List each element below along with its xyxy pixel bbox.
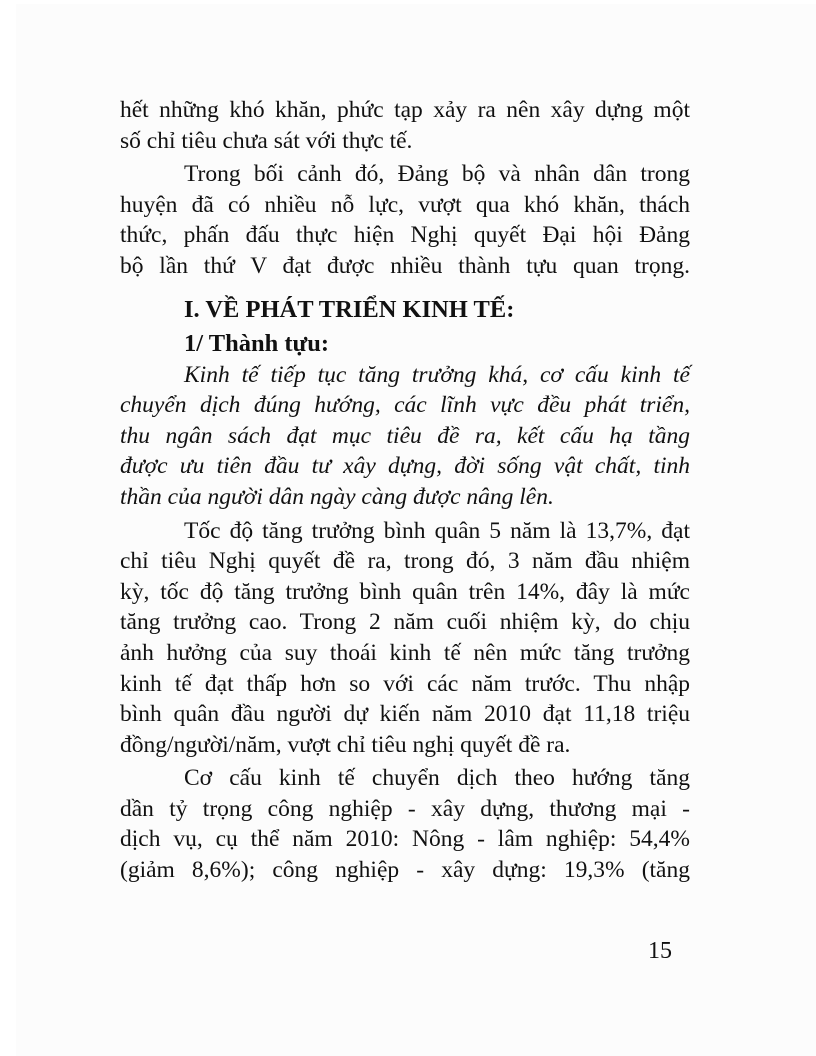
text-line: Trong bối cảnh đó, Đảng bộ và nhân dân trong [184,161,690,188]
section-heading: I. VỀ PHÁT TRIỂN KINH TẾ: [184,295,515,323]
text-line: Tốc độ tăng trưởng bình quân 5 năm là 13,7%, đạt [184,517,690,544]
text-line: (giảm 8,6%); công nghiệp - xây dựng: 19,3% (tăng [120,857,690,884]
document-body [120,95,690,886]
paragraph-continued [120,95,690,156]
text-line: ảnh hưởng của suy thoái kinh tế nên mức tăng trưởng [120,639,690,666]
text-line: đồng/người/năm, vượt chỉ tiêu nghị quyết đề ra. [120,731,571,758]
text-line: huyện đã có nhiều nỗ lực, vượt qua khó khăn, thách [120,191,690,218]
text-line: bình quân đầu người dự kiến năm 2010 đạt 11,18 triệu [120,701,690,728]
text-line: được ưu tiên đầu tư xây dựng, đời sống vật chất, tinh [120,453,690,480]
text-line: kinh tế đạt thấp hơn so với các năm trước. Thu nhập [120,670,690,697]
subsection-heading: 1/ Thành tựu: [184,329,329,357]
text-line: tăng trưởng cao. Trong 2 năm cuối nhiệm kỳ, do chịu [120,609,690,636]
text-line: thần của người dân ngày càng được nâng lên. [120,483,554,510]
text-line: chỉ tiêu Nghị quyết đề ra, trong đó, 3 năm đầu nhiệm [120,548,690,575]
paragraph-economic-structure [120,763,690,885]
text-line: thu ngân sách đạt mục tiêu đề ra, kết cấu hạ tầng [120,422,690,449]
text-line: bộ lần thứ V đạt được nhiều thành tựu quan trọng. [120,252,690,279]
paragraph-growth-rate [120,516,690,761]
text-line: số chỉ tiêu chưa sát với thực tế. [120,127,413,154]
page-number: 15 [648,938,672,964]
text-line: Kinh tế tiếp tục tăng trưởng khá, cơ cấu kinh tế [184,361,690,388]
text-line: hết những khó khăn, phức tạp xảy ra nên xây dựng một [120,97,690,123]
text-line: thức, phấn đấu thực hiện Nghị quyết Đại hội Đảng [120,222,690,249]
text-line: dịch vụ, cụ thể năm 2010: Nông - lâm nghiệp: 54,4% [120,826,690,853]
paragraph-context [120,159,690,281]
text-line: chuyển dịch đúng hướng, các lĩnh vực đều phát triển, [120,392,690,419]
text-line: kỳ, tốc độ tăng trưởng bình quân trên 14%, đây là mức [120,578,690,605]
text-line: Cơ cấu kinh tế chuyển dịch theo hướng tăng [184,765,690,792]
text-line: dần tỷ trọng công nghiệp - xây dựng, thương mại - [120,795,690,822]
paragraph-summary [120,360,690,513]
